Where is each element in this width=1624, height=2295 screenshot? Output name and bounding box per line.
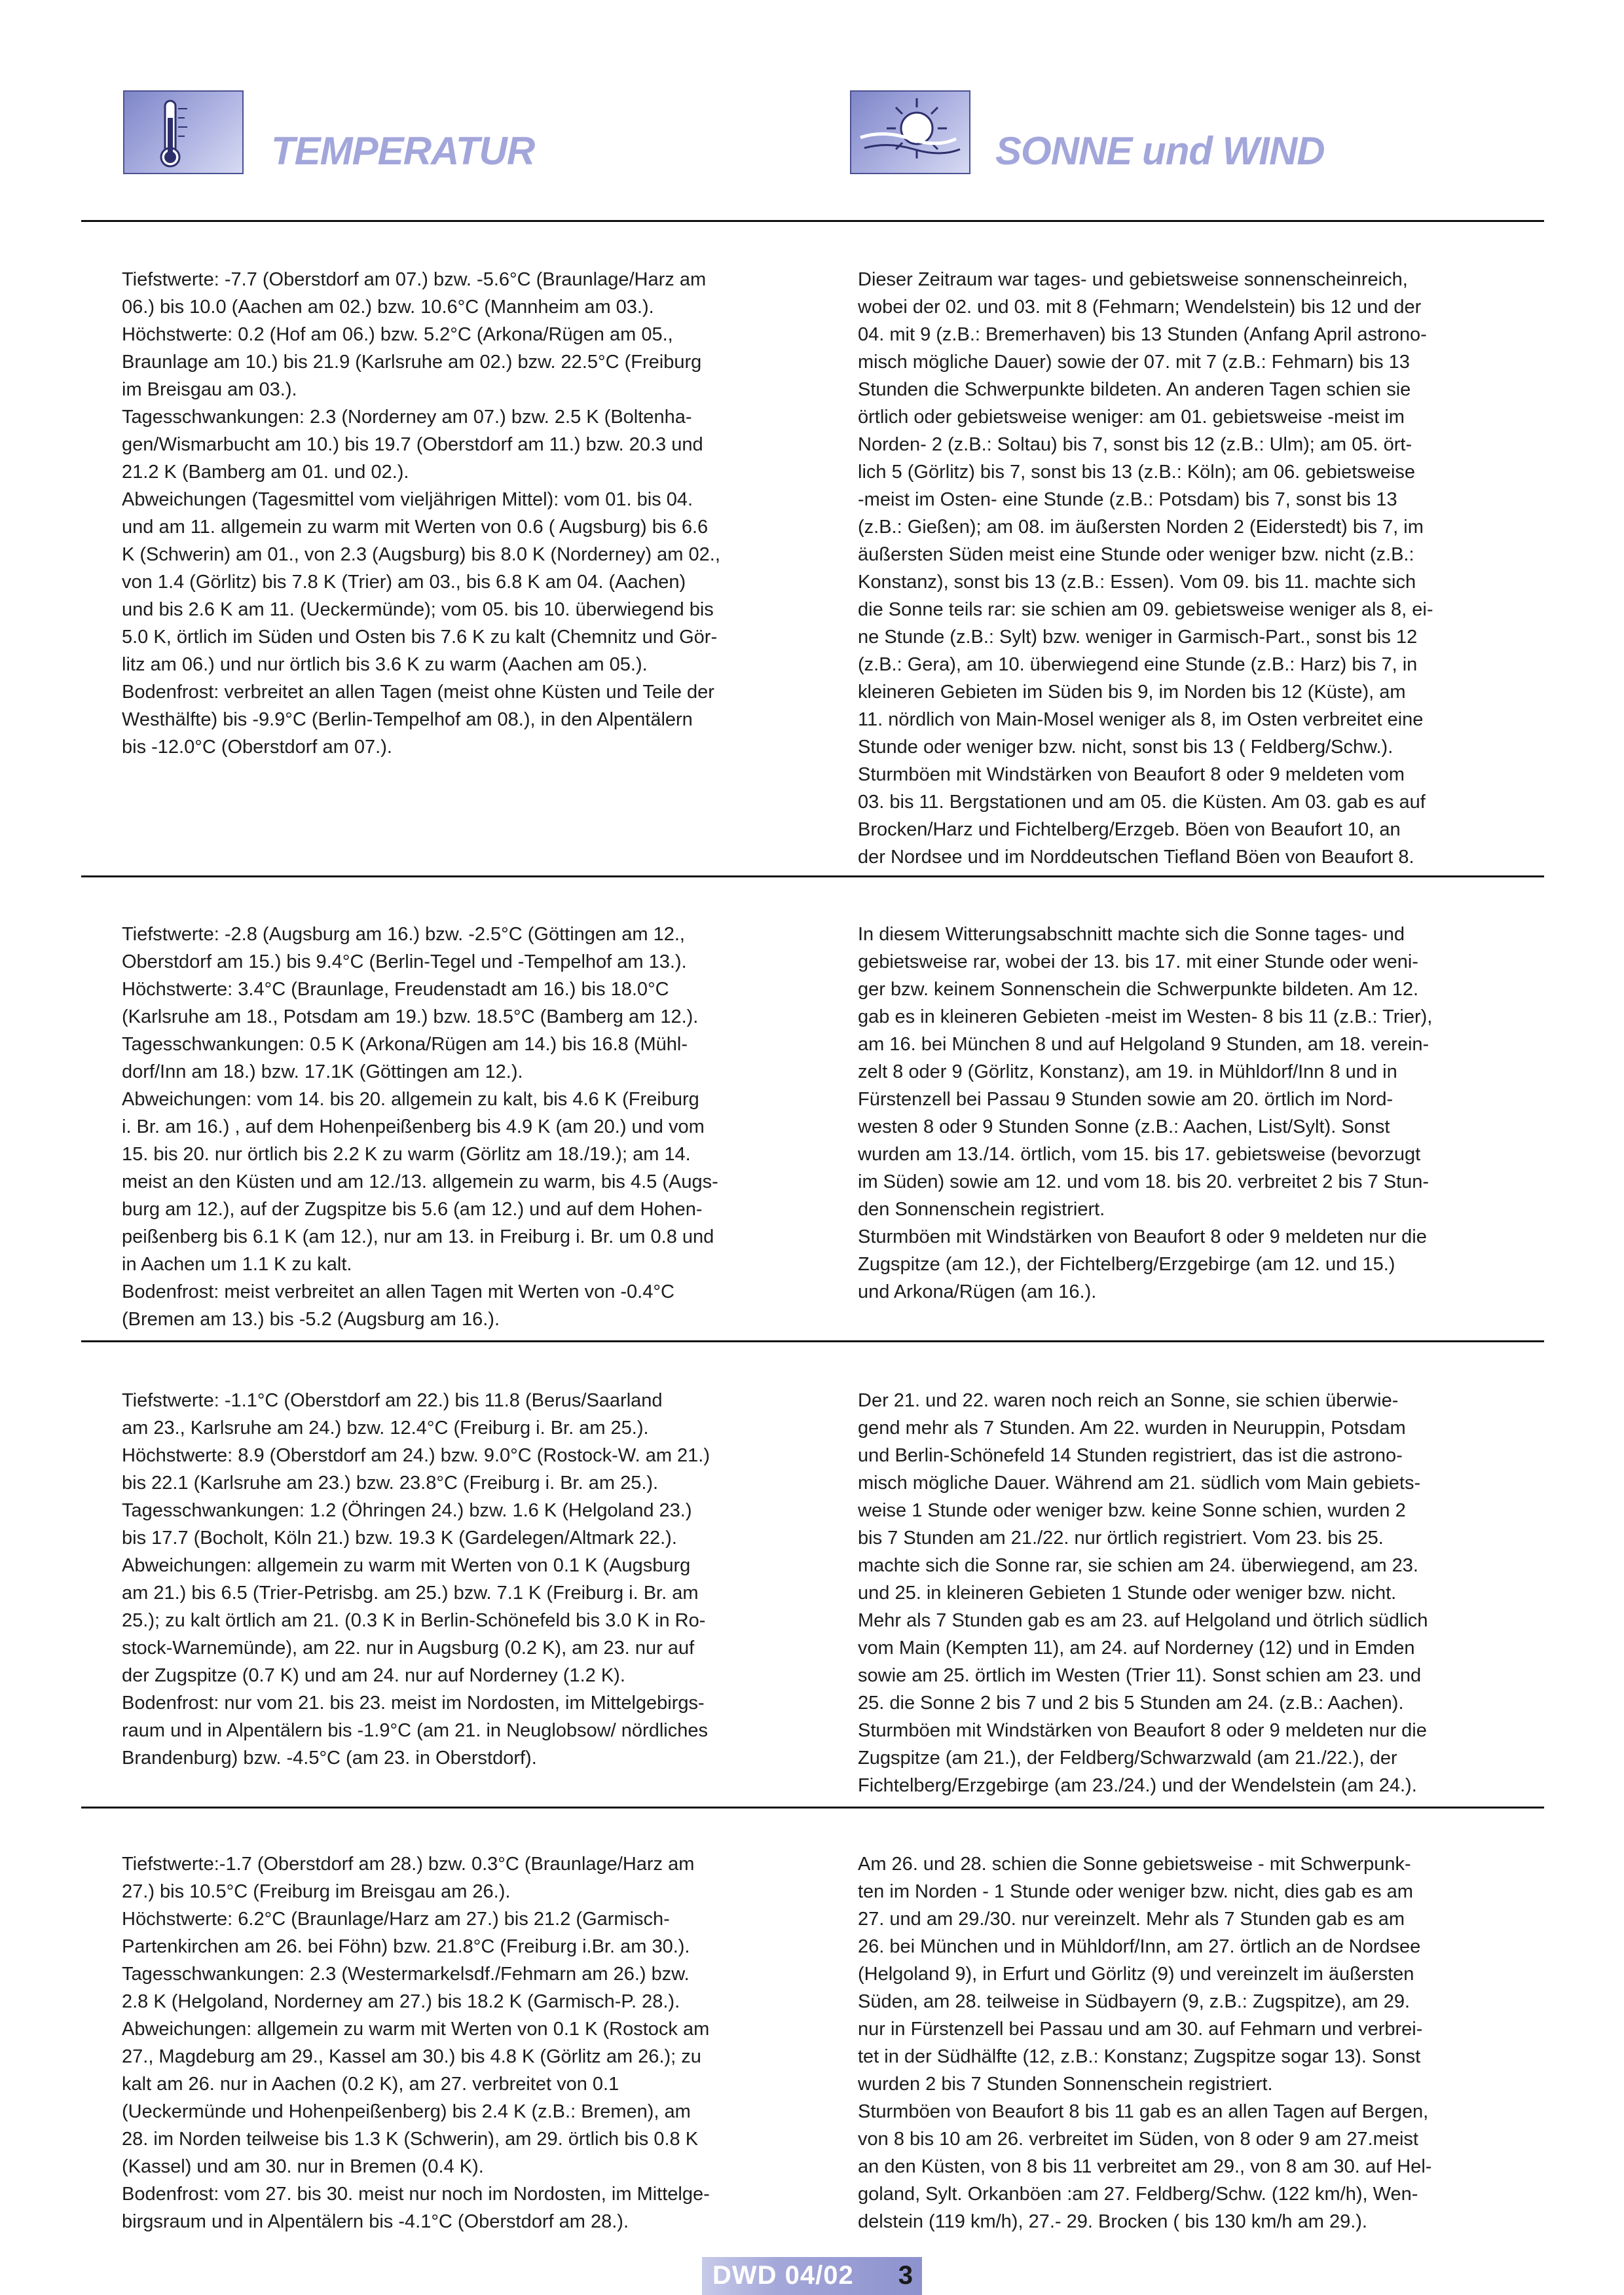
thermometer-icon bbox=[123, 90, 244, 174]
sun-wind-title: SONNE und WIND bbox=[995, 129, 1325, 173]
temperature-text-block: Tiefstwerte:-1.7 (Oberstdorf am 28.) bzw. 0.3°C (Braunlage/Harz am 27.) bis 10.5°C (Freiburg im Breisgau am 26.). Höchstwerte: 6.2°C (Braunlage/Harz am 27.) bis 21.2 (Garmisch- Partenkirchen am 26. bei Föhn) bzw. 21.8°C (Freiburg i.Br. am 30.). Tagesschwankungen: 2.3 (Westermarkelsdf./Fehmarn am 26.) bzw. 2.8 K (Helgoland, Norderney am 27.) bis 18.2 K (Garmisch-P. 28.). Abweichungen: allgemein zu warm mit Werten von 0.1 K (Rostock am 27., Magdeburg am 29., Kassel am 30.) bis 4.8 K (Görlitz am 26.); zu kalt am 26. nur in Aachen (0.2 K), am 27. verbreitet von 0.1 (Ueckermünde und Hohenpeißenberg) bis 2.4 K (z.B.: Bremen), am 28. im Norden teilweise bis 1.3 K (Schwerin), am 29. örtlich bis 0.8 K (Kassel) und am 30. nur in Bremen (0.4 K). Bodenfrost: vom 27. bis 30. meist nur noch im Nordosten, im Mittelge- birgsraum und in Alpentälern bis -4.1°C (Oberstdorf am 28.). bbox=[122, 1854, 710, 2232]
sun-wind-icon bbox=[850, 90, 970, 174]
divider bbox=[81, 220, 1544, 222]
sun-wind-text-block: Der 21. und 22. waren noch reich an Sonne, sie schien überwie- gend mehr als 7 Stunden. Am 22. wurden in Neuruppin, Potsdam und Berlin-Schönefeld 14 Stunden registriert, das ist die astrono- misch mögliche Dauer. Während am 21. südlich vom Main gebiets- weise 1 Stunde oder weniger bzw. keine Sonne schien, wurden 2 bis 7 Stunden am 21./22. nur örtlich registriert. Vom 23. bis 25. machte sich die Sonne rar, sie schien am 24. überwiegend, am 23. und 25. in kleineren Gebieten 1 Stunde oder weniger bzw. nicht. Mehr als 7 Stunden gab es am 23. auf Helgoland und ötrlich südlich vom Main (Kempten 11), am 24. auf Norderney (12) und in Emden sowie am 25. örtlich im Westen (Trier 11). Sonst schien am 23. und 25. die Sonne 2 bis 7 und 2 bis 5 Stunden am 24. (z.B.: Aachen). Sturmböen mit Windstärken von Beaufort 8 oder 9 meldeten nur die Zugspitze (am 21.), der Feldberg/Schwarzwald (am 21./22.), der Fichtelberg/Erzgebirge (am 23./24.) und der Wendelstein (am 24.). bbox=[858, 1390, 1428, 1796]
sun-wind-text-block: Dieser Zeitraum war tages- und gebietsweise sonnenscheinreich, wobei der 02. und 03. mit 8 (Fehmarn; Wendelstein) bis 12 und der 04. mit 9 (z.B.: Bremerhaven) bis 13 Stunden (Anfang April astrono- misch mögliche Dauer) sowie der 07. mit 7 (z.B.: Fehmarn) bis 13 Stunden die Schwerpunkte bildeten. An anderen Tagen schien sie örtlich oder gebietsweise weniger: am 01. gebietsweise -meist im Norden- 2 (z.B.: Soltau) bis 7, sonst bis 12 (z.B.: Ulm); am 05. ört- lich 5 (Görlitz) bis 7, sonst bis 13 (z.B.: Köln); am 06. gebietsweise -meist im Osten- eine Stunde (z.B.: Potsdam) bis 7, sonst bis 13 (z.B.: Gießen); am 08. im äußersten Norden 2 (Eiderstedt) bis 7, im äußersten Süden meist eine Stunde oder weniger bzw. nicht (z.B.: Konstanz), sonst bis 13 (z.B.: Essen). Vom 09. bis 11. machte sich die Sonne teils rar: sie schien am 09. gebietsweise weniger als 8, ei- ne Stunde (z.B.: Sylt) bzw. weniger in Garmisch-Part., sonst bis 12 (z.B.: Gera), am 10. überwiegend eine Stunde (z.B.: Harz) bis 7, in kleineren Gebieten im Süden bis 9, im Norden bis 12 (Küste), am 11. nördlich von Main-Mosel weniger als 8, im Osten verbreitet eine Stunde oder weniger bzw. nicht, sonst bis 13 ( Feldberg/Schw.). Sturmböen mit Windstärken von Beaufort 8 oder 9 meldeten vom 03. bis 11. Bergstationen und am 05. die Küsten. Am 03. gab es auf Brocken/Harz und Fichtelberg/Erzgeb. Böen von Beaufort 10, an der Nordsee und im Norddeutschen Tiefland Böen von Beaufort 8. bbox=[858, 269, 1433, 868]
page-number: 3 bbox=[898, 2261, 913, 2290]
temperature-text-block: Tiefstwerte: -2.8 (Augsburg am 16.) bzw. -2.5°C (Göttingen am 12., Oberstdorf am 15.) bis 9.4°C (Berlin-Tegel und -Tempelhof am 13.). Höchstwerte: 3.4°C (Braunlage, Freudenstadt am 16.) bis 18.0°C (Karlsruhe am 18., Potsdam am 19.) bzw. 18.5°C (Bamberg am 12.). Tagesschwankungen: 0.5 K (Arkona/Rügen am 14.) bis 16.8 (Mühl- dorf/Inn am 18.) bzw. 17.1K (Göttingen am 12.). Abweichungen: vom 14. bis 20. allgemein zu kalt, bis 4.6 K (Freiburg i. Br. am 16.) , auf dem Hohenpeißenberg bis 4.9 K (am 20.) und vom 15. bis 20. nur örtlich bis 2.2 K zu warm (Görlitz am 18./19.); am 14. meist an den Küsten und am 12./13. allgemein zu warm, bis 4.5 (Augs- burg am 12.), auf der Zugspitze bis 5.6 (am 12.) und auf dem Hohen- peißenberg bis 6.1 K (am 12.), nur am 13. in Freiburg i. Br. um 0.8 und in Aachen um 1.1 K zu kalt. Bodenfrost: meist verbreitet an allen Tagen mit Werten von -0.4°C (Bremen am 13.) bis -5.2 (Augsburg am 16.). bbox=[122, 924, 718, 1330]
sun-wind-text-block: In diesem Witterungsabschnitt machte sich die Sonne tages- und gebietsweise rar, wobei der 13. bis 17. mit einer Stunde oder weni- ger bzw. keinem Sonnenschein die Schwerpunkte bildeten. Am 12. gab es in kleineren Gebieten -meist im Westen- 8 bis 11 (z.B.: Trier), am 16. bei München 8 und auf Helgoland 9 Stunden, am 18. verein- zelt 8 oder 9 (Görlitz, Konstanz), am 19. in Mühldorf/Inn 8 und in Fürstenzell bei Passau 9 Stunden sowie am 20. örtlich im Nord- westen 8 oder 9 Stunden Sonne (z.B.: Aachen, List/Sylt). Sonst wurden am 13./14. örtlich, vom 15. bis 17. gebietsweise (bevorzugt im Süden) sowie am 12. und vom 18. bis 20. verbreitet 2 bis 7 Stun- den Sonnenschein registriert. Sturmböen mit Windstärken von Beaufort 8 oder 9 meldeten nur die Zugspitze (am 12.), der Fichtelberg/Erzgebirge (am 12. und 15.) und Arkona/Rügen (am 16.). bbox=[858, 924, 1433, 1302]
temperature-text-block: Tiefstwerte: -1.1°C (Oberstdorf am 22.) bis 11.8 (Berus/Saarland am 23., Karlsruhe am 24.) bzw. 12.4°C (Freiburg i. Br. am 25.). Höchstwerte: 8.9 (Oberstdorf am 24.) bzw. 9.0°C (Rostock-W. am 21.) bis 22.1 (Karlsruhe am 23.) bzw. 23.8°C (Freiburg i. Br. am 25.). Tagesschwankungen: 1.2 (Öhringen 24.) bzw. 1.6 K (Helgoland 23.) bis 17.7 (Bocholt, Köln 21.) bzw. 19.3 K (Gardelegen/Altmark 22.). Abweichungen: allgemein zu warm mit Werten von 0.1 K (Augsburg am 21.) bis 6.5 (Trier-Petrisbg. am 25.) bzw. 7.1 K (Freiburg i. Br. am 25.); zu kalt örtlich am 21. (0.3 K in Berlin-Schönefeld bis 3.0 K in Ro- stock-Warnemünde), am 22. nur in Augsburg (0.2 K), am 23. nur auf der Zugspitze (0.7 K) und am 24. nur auf Norderney (1.2 K). Bodenfrost: nur vom 21. bis 23. meist im Nordosten, im Mittelgebirgs- raum und in Alpentälern bis -1.9°C (am 21. in Neuglobsow/ nördliches Brandenburg) bzw. -4.5°C (am 23. in Oberstdorf). bbox=[122, 1390, 710, 1769]
divider bbox=[81, 1807, 1544, 1808]
publication-label: DWD 04/02 bbox=[712, 2261, 854, 2290]
temperature-text-block: Tiefstwerte: -7.7 (Oberstdorf am 07.) bzw. -5.6°C (Braunlage/Harz am 06.) bis 10.0 (Aachen am 02.) bzw. 10.6°C (Mannheim am 03.). Höchstwerte: 0.2 (Hof am 06.) bzw. 5.2°C (Arkona/Rügen am 05., Braunlage am 10.) bis 21.9 (Karlsruhe am 02.) bzw. 22.5°C (Freiburg im Breisgau am 03.). Tagesschwankungen: 2.3 (Norderney am 07.) bzw. 2.5 K (Boltenha- gen/Wismarbucht am 10.) bis 19.7 (Oberstdorf am 11.) bzw. 20.3 und 21.2 K (Bamberg am 01. und 02.). Abweichungen (Tagesmittel vom vieljährigen Mittel): vom 01. bis 04. und am 11. allgemein zu warm mit Werten von 0.6 ( Augsburg) bis 6.6 K (Schwerin) am 01., von 2.3 (Augsburg) bis 8.0 K (Norderney) am 02., von 1.4 (Görlitz) bis 7.8 K (Trier) am 03., bis 6.8 K am 04. (Aachen) und bis 2.6 K am 11. (Ueckermünde); vom 05. bis 10. überwiegend bis 5.0 K, örtlich im Süden und Osten bis 7.6 K zu kalt (Chemnitz und Gör- litz am 06.) und nur örtlich bis 3.6 K zu warm (Aachen am 05.). Bodenfrost: verbreitet an allen Tagen (meist ohne Küsten und Teile der Westhälfte) bis -9.9°C (Berlin-Tempelhof am 08.), in den Alpentälern bis -12.0°C (Oberstdorf am 07.). bbox=[122, 269, 720, 758]
divider bbox=[81, 1340, 1544, 1342]
temperature-title: TEMPERATUR bbox=[271, 129, 535, 173]
page-footer bbox=[702, 2257, 922, 2295]
sun-wind-text-block: Am 26. und 28. schien die Sonne gebietsweise - mit Schwerpunk- ten im Norden - 1 Stunde oder weniger bzw. nicht, dies gab es am 27. und am 29./30. nur vereinzelt. Mehr als 7 Stunden gab es am 26. bei München und in Mühldorf/Inn, am 27. örtlich an de Nordsee (Helgoland 9), in Erfurt und Görlitz (9) und vereinzelt im äußersten Süden, am 28. teilweise in Südbayern (9, z.B.: Zugspitze), am 29. nur in Fürstenzell bei Passau und am 30. auf Fehmarn und verbrei- tet in der Südhälfte (12, z.B.: Konstanz; Zugspitze sogar 13). Sonst wurden 2 bis 7 Stunden Sonnenschein registriert. Sturmböen von Beaufort 8 bis 11 gab es an allen Tagen auf Bergen, von 8 bis 10 am 26. verbreitet im Süden, von 8 oder 9 am 27.meist an den Küsten, von 8 bis 11 verbreitet am 29., von 8 am 30. auf Hel- goland, Sylt. Orkanböen :am 27. Feldberg/Schw. (122 km/h), Wen- delstein (119 km/h), 27.- 29. Brocken ( bis 130 km/h am 29.). bbox=[858, 1854, 1432, 2232]
divider bbox=[81, 875, 1544, 877]
sun-wind-header bbox=[850, 0, 1544, 223]
temperature-header bbox=[81, 0, 736, 223]
